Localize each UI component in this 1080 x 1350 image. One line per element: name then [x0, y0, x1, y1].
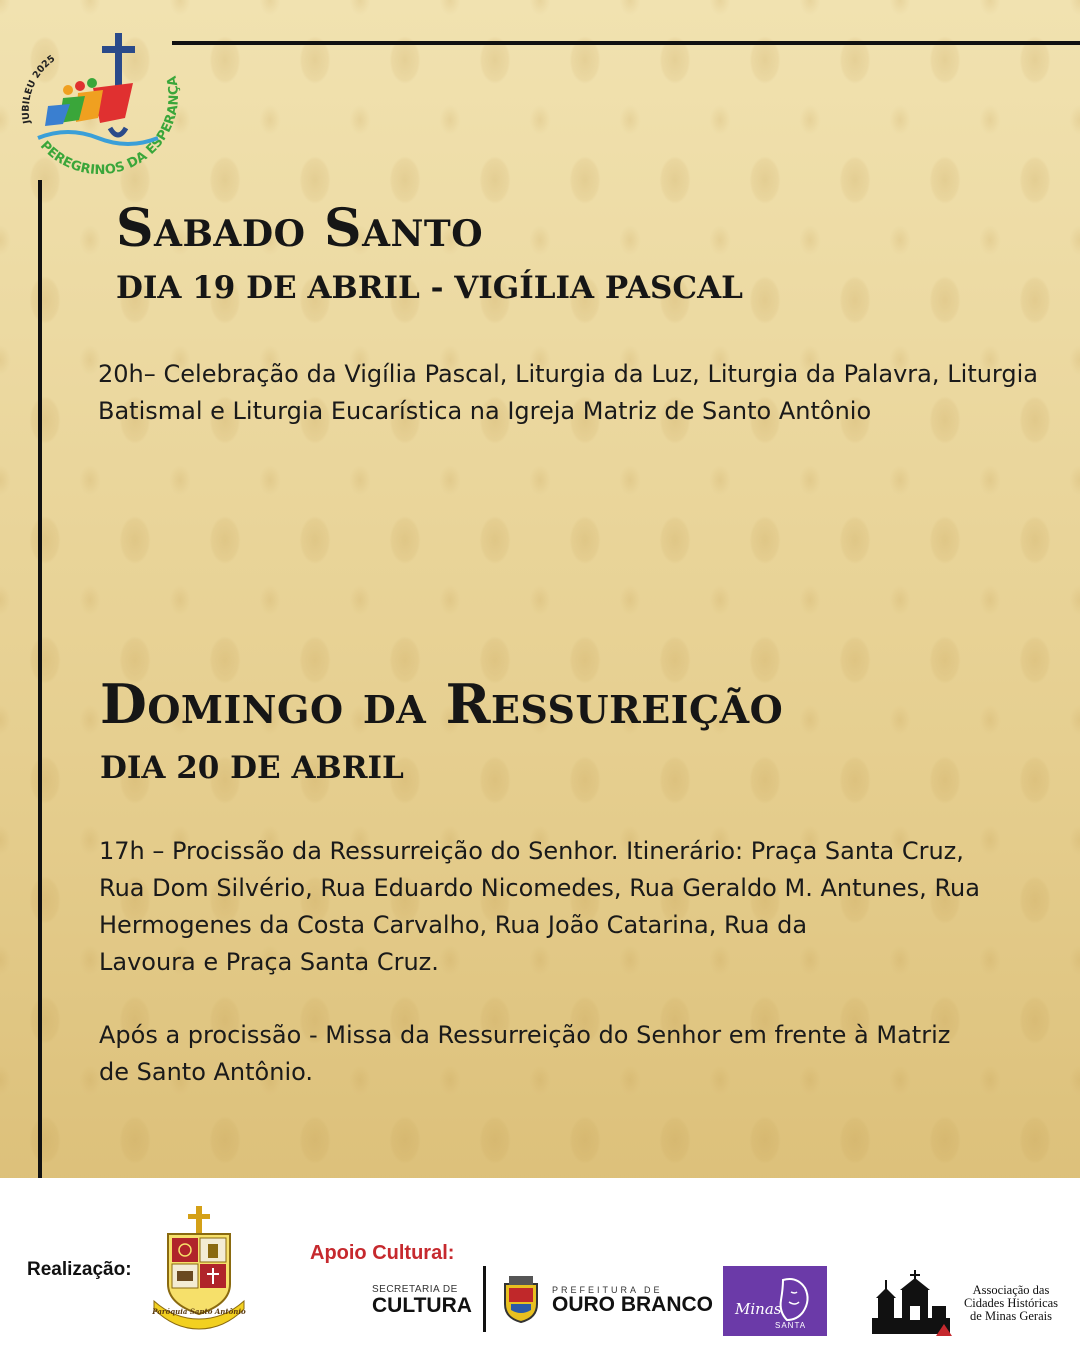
logo-ring-top: JUBILEU 2025 — [20, 53, 58, 125]
assoc-line: Associação das — [972, 1283, 1050, 1297]
saturday-subtitle: DIA 19 DE ABRIL - VIGÍLIA PASCAL — [116, 270, 743, 306]
logo-separator — [483, 1266, 486, 1332]
realizacao-label: Realização: — [27, 1259, 132, 1280]
minas-script-text: Minas — [735, 1300, 782, 1318]
saturday-title: Sabado Santo — [116, 198, 484, 259]
procession-line: Hermogenes da Costa Carvalho, Rua João Catarina, Rua da — [99, 911, 808, 939]
associacao-cidades-historicas-text — [955, 1284, 1067, 1323]
top-border-line — [172, 41, 1080, 45]
apoio-cultural-label: Apoio Cultural: — [310, 1242, 455, 1264]
secretaria-cultura-text: CULTURA — [372, 1294, 472, 1317]
logo-ring-bottom: PEREGRINOS DA ESPERANÇA — [36, 74, 183, 179]
sunday-subtitle: DIA 20 DE ABRIL — [100, 750, 404, 786]
sunday-title: Domingo da Ressureição — [100, 672, 784, 736]
left-border-line — [38, 180, 42, 1178]
jubilee-logo-icon — [18, 28, 188, 188]
procession-line: Lavoura e Praça Santa Cruz. — [99, 948, 439, 976]
secretaria-small-text: SECRETARIA DE — [372, 1284, 458, 1295]
procession-line: Rua Dom Silvério, Rua Eduardo Nicomedes, Rua Geraldo M. Antunes, Rua — [99, 874, 980, 902]
parish-name: Paróquia Santo Antônio — [152, 1307, 246, 1316]
mass-line: de Santo Antônio. — [99, 1058, 313, 1086]
prefeitura-small-text: PREFEITURA DE — [552, 1285, 663, 1295]
mass-line: Após a procissão - Missa da Ressurreição do Senhor em frente à Matriz — [99, 1021, 951, 1049]
historic-church-icon — [870, 1270, 952, 1336]
assoc-line: Cidades Históricas — [963, 1296, 1059, 1310]
sunday-mass-text — [99, 1017, 1029, 1091]
minas-santa-text: SANTA — [775, 1321, 807, 1330]
ouro-branco-shield-icon — [497, 1274, 545, 1324]
procession-line: 17h – Procissão da Ressurreição do Senhor. Itinerário: Praça Santa Cruz, — [99, 837, 964, 865]
sunday-procession-text — [99, 833, 1029, 981]
assoc-line: de Minas Gerais — [970, 1309, 1052, 1323]
ouro-branco-text: OURO BRANCO — [552, 1293, 713, 1316]
saturday-schedule-text: 20h– Celebração da Vigília Pascal, Liturgia da Luz, Liturgia da Palavra, Liturgia Batismal e Liturgia Eucarística na Igreja Matriz de Santo Antônio — [98, 360, 1038, 425]
parish-crest-icon — [146, 1206, 252, 1334]
